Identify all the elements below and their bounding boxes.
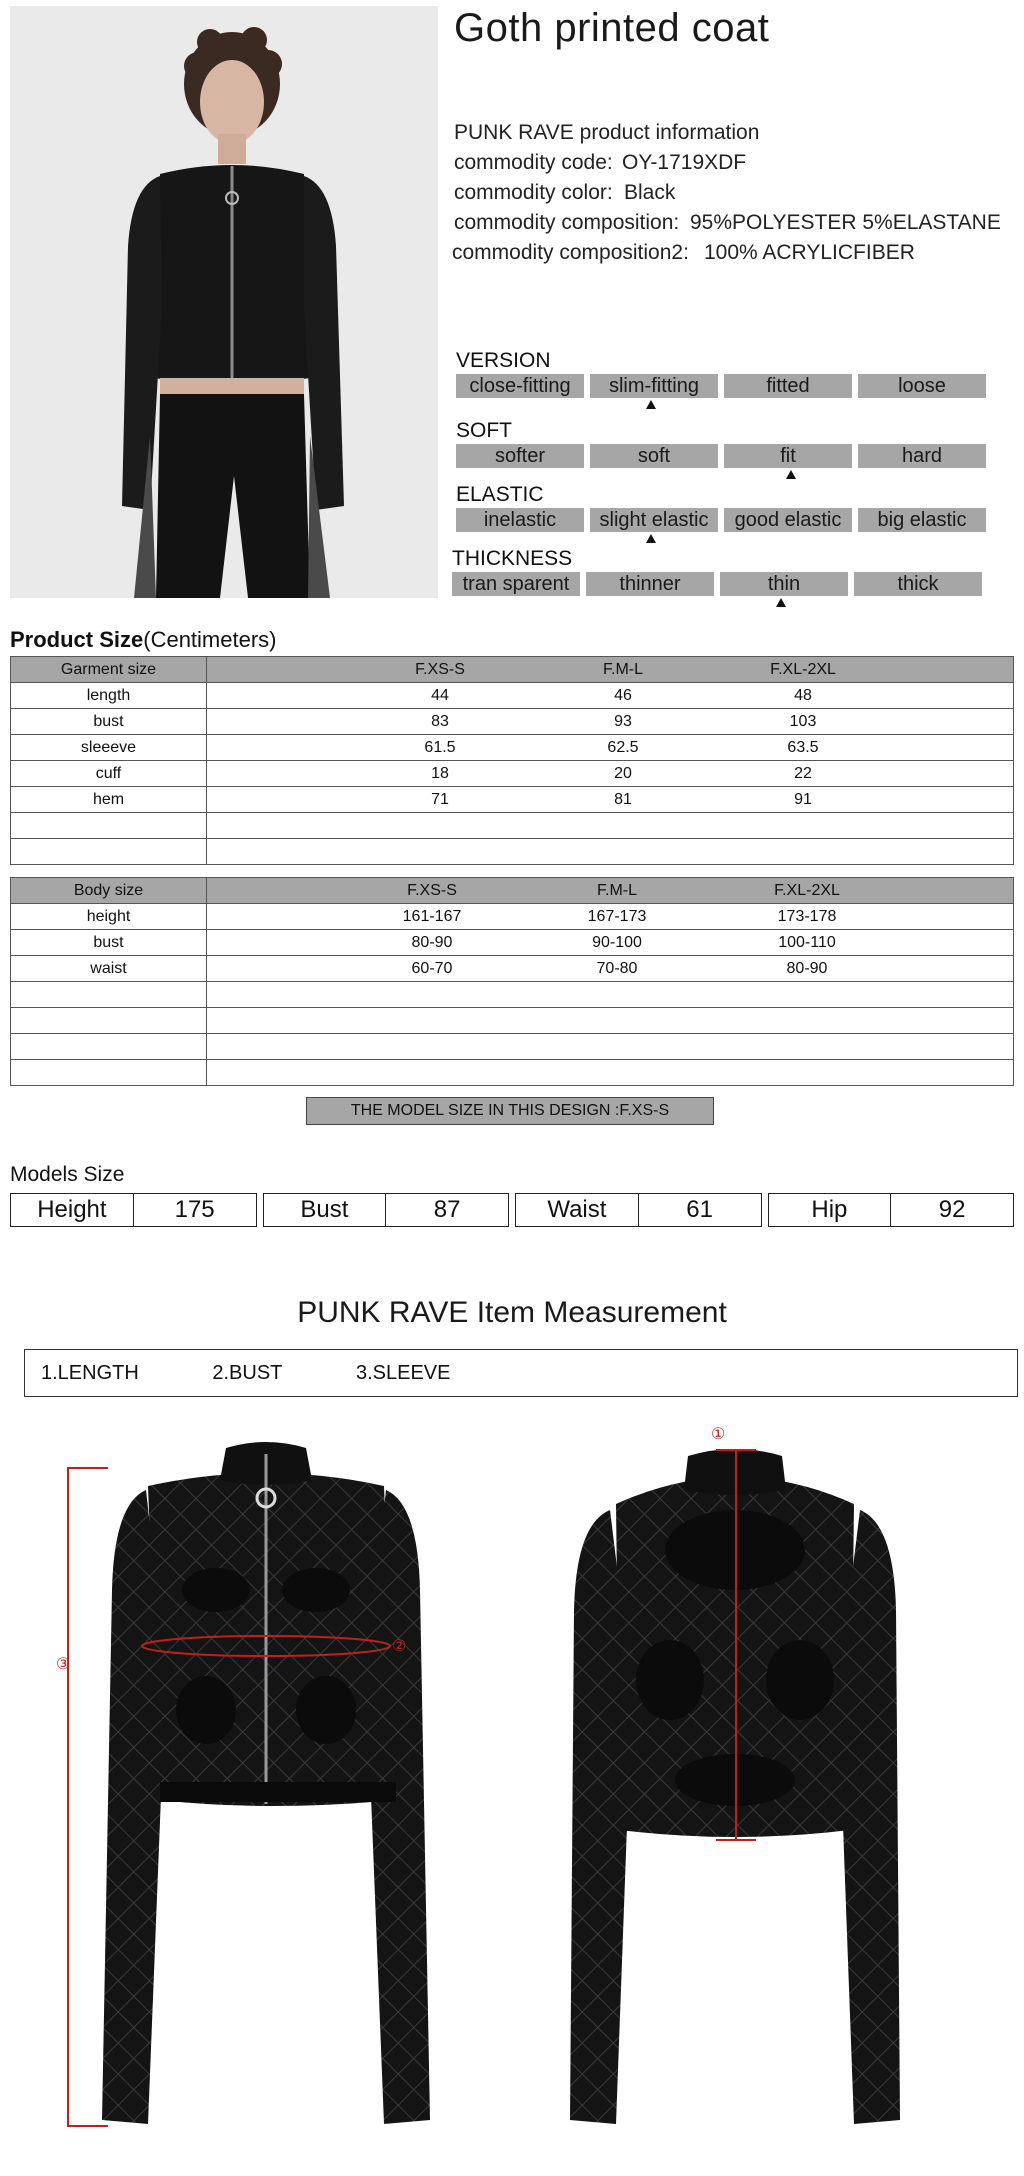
scale-option: thinner xyxy=(586,572,714,596)
table-cell: hem xyxy=(11,787,207,813)
models-value: 61 xyxy=(638,1194,761,1226)
scale-option: slim-fitting xyxy=(590,374,718,398)
models-value: 175 xyxy=(133,1194,256,1226)
scale-option: big elastic xyxy=(858,508,986,532)
scale-option: close-fitting xyxy=(456,374,584,398)
table-header-cell: Body size xyxy=(11,878,207,904)
table-row xyxy=(11,904,1014,930)
selected-marker-icon xyxy=(776,598,786,607)
table-row xyxy=(11,683,1014,709)
models-pair-bust xyxy=(263,1193,510,1227)
composition-key: commodity composition: xyxy=(454,211,680,234)
table-cell: 173-178 xyxy=(777,908,837,925)
selected-marker-icon xyxy=(786,470,796,479)
garment-back-image xyxy=(520,1420,960,2140)
scale-option: thick xyxy=(854,572,982,596)
jacket-front-illustration xyxy=(56,1420,496,2140)
marker-bust: ② xyxy=(392,1638,407,1655)
table-cell: 48 xyxy=(794,687,812,704)
scale-label: THICKNESS xyxy=(452,547,573,570)
measurement-item: 2.BUST xyxy=(212,1362,283,1384)
scale-option: slight elastic xyxy=(590,508,718,532)
table-cell: 161-167 xyxy=(402,908,462,925)
scale-bar xyxy=(456,508,986,532)
model-size-note: THE MODEL SIZE IN THIS DESIGN :F.XS-S xyxy=(306,1097,714,1125)
table-header-cell: F.M-L xyxy=(603,661,643,678)
models-size-title: Models Size xyxy=(10,1163,125,1186)
scale-bar xyxy=(456,444,986,468)
table-cell: 18 xyxy=(431,765,449,782)
models-pair-height xyxy=(10,1193,257,1227)
table-header-cell: F.XS-S xyxy=(407,882,457,899)
measurement-item: 3.SLEEVE xyxy=(355,1362,451,1384)
scale-option: fitted xyxy=(724,374,852,398)
table-row-empty xyxy=(11,813,1014,839)
scale-option: softer xyxy=(456,444,584,468)
table-cell: 100-110 xyxy=(778,934,836,951)
models-key: Bust xyxy=(300,1196,349,1223)
table-cell: 91 xyxy=(794,791,812,808)
scale-elastic xyxy=(456,482,986,532)
table-cell: 80-90 xyxy=(786,960,828,977)
table-cell: 46 xyxy=(614,687,632,704)
table-cell: 22 xyxy=(794,765,812,782)
table-cell: waist xyxy=(11,956,207,982)
marker-sleeve: ③ xyxy=(56,1656,71,1673)
table-cell: 93 xyxy=(614,713,632,730)
table-cell: 83 xyxy=(431,713,449,730)
models-key: Hip xyxy=(811,1196,848,1223)
table-cell: 90-100 xyxy=(592,934,642,951)
table-cell: length xyxy=(11,683,207,709)
scale-option: inelastic xyxy=(456,508,584,532)
scale-version xyxy=(456,348,986,398)
table-cell: 167-173 xyxy=(587,908,647,925)
table-cell: 44 xyxy=(431,687,449,704)
code-key: commodity code: xyxy=(454,151,613,174)
table-cell: 60-70 xyxy=(411,960,453,977)
scale-option: tran sparent xyxy=(452,572,580,596)
scale-option: soft xyxy=(590,444,718,468)
measurement-legend xyxy=(24,1349,1018,1397)
model-photo-illustration xyxy=(10,6,438,598)
scale-option: loose xyxy=(858,374,986,398)
models-value: 87 xyxy=(385,1194,508,1226)
scale-thickness xyxy=(452,546,982,596)
table-cell: 70-80 xyxy=(596,960,638,977)
scale-option: thin xyxy=(720,572,848,596)
table-row-empty xyxy=(11,1034,1014,1060)
table-cell: cuff xyxy=(11,761,207,787)
table-cell: 62.5 xyxy=(607,739,639,756)
table-row xyxy=(11,956,1014,982)
scale-label: ELASTIC xyxy=(456,483,544,506)
selected-marker-icon xyxy=(646,400,656,409)
product-size-title xyxy=(10,627,277,653)
garment-front-image xyxy=(56,1420,496,2140)
code-value: OY-1719XDF xyxy=(622,151,747,174)
models-key: Waist xyxy=(547,1196,607,1223)
scale-label: VERSION xyxy=(456,349,551,372)
product-size-title-unit: (Centimeters) xyxy=(143,627,277,652)
table-header-row xyxy=(11,657,1014,683)
scale-label: SOFT xyxy=(456,419,512,442)
table-header-row xyxy=(11,878,1014,904)
table-cell: sleeeve xyxy=(11,735,207,761)
product-title: Goth printed coat xyxy=(454,6,770,50)
product-size-table xyxy=(10,656,1014,865)
product-info xyxy=(452,118,1001,268)
models-size-row xyxy=(10,1193,1014,1227)
table-cell: bust xyxy=(11,709,207,735)
product-size-title-bold: Product Size xyxy=(10,627,144,652)
table-header-cell: F.XS-S xyxy=(415,661,465,678)
table-cell: 81 xyxy=(614,791,632,808)
table-cell: 103 xyxy=(789,713,817,730)
models-pair-waist xyxy=(515,1193,762,1227)
table-cell: 80-90 xyxy=(411,934,453,951)
table-row xyxy=(11,930,1014,956)
table-cell: 20 xyxy=(614,765,632,782)
table-row xyxy=(11,735,1014,761)
scale-option: good elastic xyxy=(724,508,852,532)
scale-option: hard xyxy=(858,444,986,468)
models-value: 92 xyxy=(890,1194,1013,1226)
table-row xyxy=(11,787,1014,813)
table-header-sizes xyxy=(207,878,1014,904)
composition2-key: commodity composition2: xyxy=(452,241,689,264)
measurement-item: 1.LENGTH xyxy=(41,1362,139,1384)
table-header-cell: Garment size xyxy=(11,657,207,683)
models-pair-hip xyxy=(768,1193,1015,1227)
table-header-cell: F.M-L xyxy=(597,882,637,899)
models-key: Height xyxy=(37,1196,107,1223)
table-cell: bust xyxy=(11,930,207,956)
table-row-empty xyxy=(11,1060,1014,1086)
table-cell: 71 xyxy=(431,791,449,808)
table-row xyxy=(11,761,1014,787)
selected-marker-icon xyxy=(646,534,656,543)
jacket-back-illustration xyxy=(520,1420,960,2140)
table-header-cell: F.XL-2XL xyxy=(770,661,836,678)
brand-info-line: PUNK RAVE product information xyxy=(454,121,760,144)
marker-length: ① xyxy=(711,1426,726,1443)
composition2-value: 100% ACRYLICFIBER xyxy=(704,241,915,264)
composition-value: 95%POLYESTER 5%ELASTANE xyxy=(690,211,1001,234)
scale-bar xyxy=(452,572,982,596)
table-row-empty xyxy=(11,839,1014,865)
table-header-cell: F.XL-2XL xyxy=(774,882,840,899)
table-row xyxy=(11,709,1014,735)
body-size-table xyxy=(10,877,1014,1086)
scale-bar xyxy=(456,374,986,398)
table-header-sizes xyxy=(207,657,1014,683)
table-row-empty xyxy=(11,1008,1014,1034)
color-value: Black xyxy=(624,181,676,204)
scale-soft xyxy=(456,418,986,468)
color-key: commodity color: xyxy=(454,181,613,204)
table-cell: height xyxy=(11,904,207,930)
measurement-title: PUNK RAVE Item Measurement xyxy=(297,1296,727,1329)
product-photo xyxy=(10,6,438,598)
table-row-empty xyxy=(11,982,1014,1008)
table-cell: 63.5 xyxy=(787,739,819,756)
scale-option: fit xyxy=(724,444,852,468)
table-cell: 61.5 xyxy=(424,739,456,756)
